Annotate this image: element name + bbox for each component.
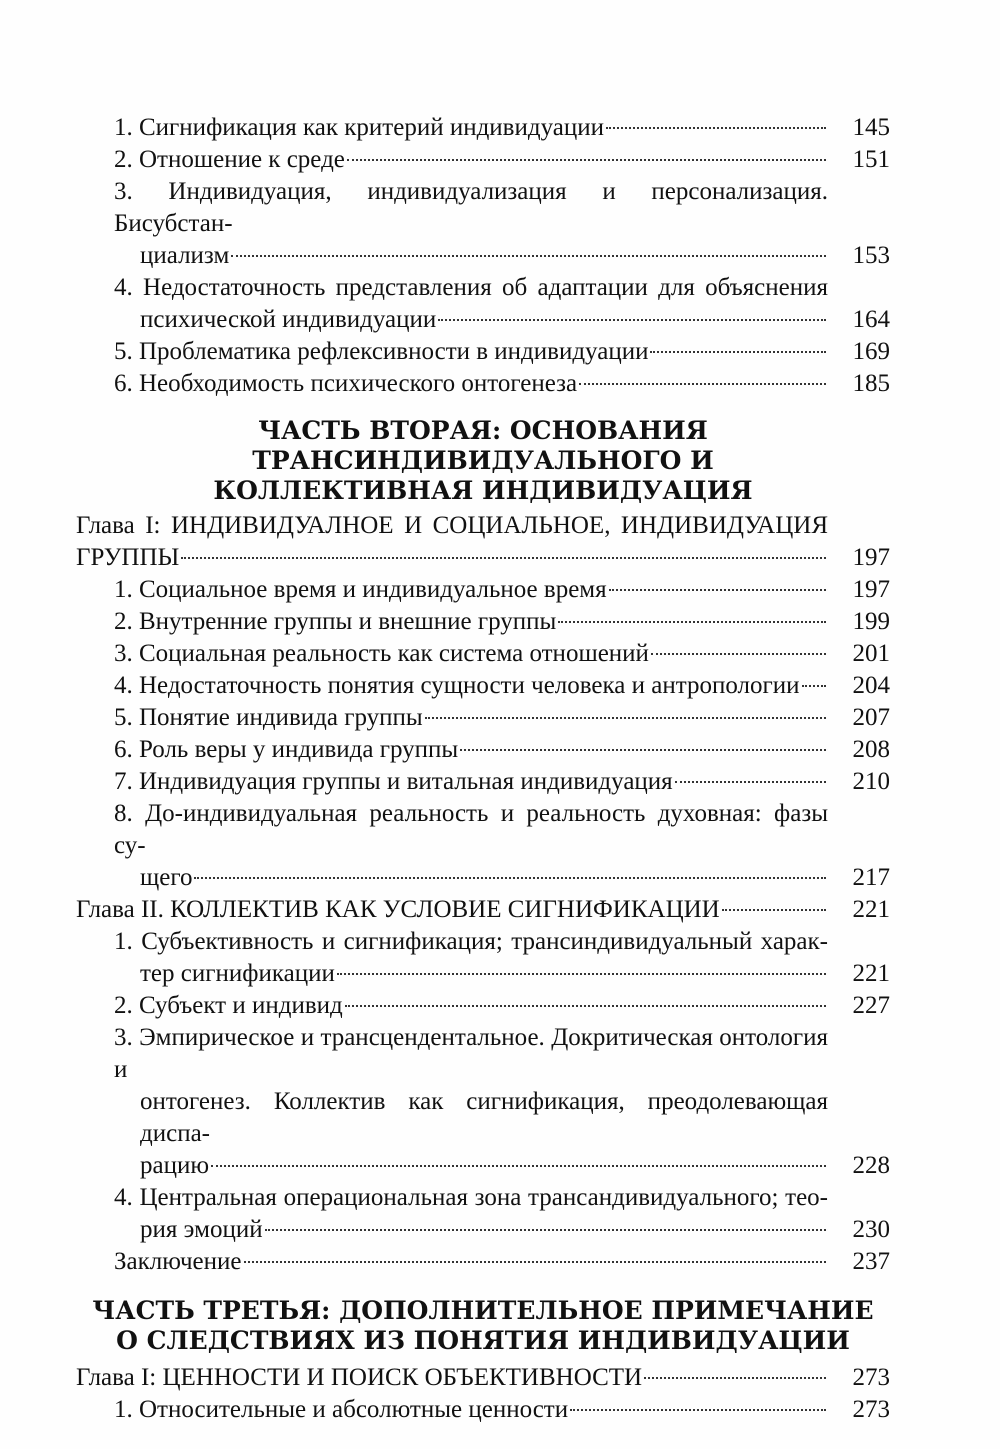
page-number: 153 <box>852 242 890 269</box>
part-title-line: ЧАСТЬ ТРЕТЬЯ: ДОПОЛНИТЕЛЬНОЕ ПРИМЕЧАНИЕ <box>92 1296 874 1325</box>
entry-title: ГРУППЫ <box>76 544 180 571</box>
toc-entry <box>76 272 890 336</box>
entry-title: Глава II. КОЛЛЕКТИВ КАК УСЛОВИЕ СИГНИФИКАЦИИ <box>76 896 720 923</box>
toc-entry <box>76 766 890 798</box>
page-number: 208 <box>852 736 890 763</box>
entry-title: 4. Недостаточность понятия сущности человека и антропологии <box>114 672 800 699</box>
part-three-title <box>76 1296 890 1356</box>
spacer <box>76 400 890 416</box>
entry-title: 2. Субъект и индивид <box>114 992 343 1019</box>
page-number: 164 <box>852 306 890 333</box>
entry-leader-row <box>114 606 828 638</box>
dot-leader <box>802 685 827 687</box>
toc-entry <box>76 1182 890 1246</box>
entry-title: тер сигнификации <box>140 960 335 987</box>
part-title-line: ЧАСТЬ ВТОРАЯ: ОСНОВАНИЯ ТРАНСИНДИВИДУАЛЬНОГО И <box>252 416 714 475</box>
entry-title: циализм <box>140 242 230 269</box>
page-number: 273 <box>852 1364 890 1391</box>
entry-leader-row <box>114 702 828 734</box>
entry-text-line: онтогенез. Коллектив как сигнификация, преодолевающая диспа- <box>140 1088 828 1147</box>
dot-leader <box>651 653 826 655</box>
entry-leader-row <box>114 1150 828 1182</box>
entry-leader-row <box>114 574 828 606</box>
dot-leader <box>644 1377 826 1379</box>
dot-leader <box>650 351 826 353</box>
entry-title: 2. Внутренние группы и внешние группы <box>114 608 557 635</box>
entry-title: 6. Роль веры у индивида группы <box>114 736 459 763</box>
dot-leader <box>211 1165 826 1167</box>
page-number: 145 <box>852 114 890 141</box>
toc-entry <box>76 734 890 766</box>
entry-title: 5. Проблематика рефлексивности в индивидуации <box>114 338 649 365</box>
dot-leader <box>347 159 826 161</box>
page-number: 197 <box>852 544 890 571</box>
entry-text-line: 4. Недостаточность представления об адаптации для объяснения <box>114 274 828 301</box>
page-number: 227 <box>852 992 890 1019</box>
dot-leader <box>231 255 826 257</box>
dot-leader <box>570 1409 826 1411</box>
page-number: 169 <box>852 338 890 365</box>
entry-title: 1. Сигнификация как критерий индивидуации <box>114 114 604 141</box>
entry-leader-row <box>114 670 828 702</box>
chapter-entry <box>76 510 890 574</box>
toc-entry <box>76 990 890 1022</box>
entry-leader-row <box>114 368 828 400</box>
dot-leader <box>460 749 826 751</box>
entry-leader-row <box>114 240 828 272</box>
entry-leader-row <box>114 1246 828 1278</box>
part-two-title <box>76 416 890 506</box>
toc-entry <box>76 1394 890 1426</box>
spacer <box>76 1278 890 1296</box>
entry-title: 1. Относительные и абсолютные ценности <box>114 1396 569 1423</box>
toc-entry <box>76 1022 890 1182</box>
part-title-line: КОЛЛЕКТИВНАЯ ИНДИВИДУАЦИЯ <box>213 476 753 505</box>
page-number: 217 <box>852 864 890 891</box>
entry-leader-row <box>114 1214 828 1246</box>
toc-entry <box>76 926 890 990</box>
entry-leader-row <box>114 958 828 990</box>
entry-title: 2. Отношение к среде <box>114 146 345 173</box>
entry-title: Заключение <box>114 1248 242 1275</box>
entry-title: психической индивидуации <box>140 306 437 333</box>
dot-leader <box>579 383 826 385</box>
toc-entry <box>76 336 890 368</box>
entry-title: 1. Социальное время и индивидуальное время <box>114 576 607 603</box>
entry-text-line: 3. Эмпирическое и трансцендентальное. Докритическая онтология и <box>114 1024 828 1083</box>
page-number: 221 <box>852 960 890 987</box>
dot-leader <box>722 909 826 911</box>
entry-leader-row <box>76 542 828 574</box>
page-number: 228 <box>852 1152 890 1179</box>
dot-leader <box>337 973 826 975</box>
page-number: 207 <box>852 704 890 731</box>
toc-entry <box>76 112 890 144</box>
toc-entry <box>76 368 890 400</box>
dot-leader <box>438 319 826 321</box>
page-number: 237 <box>852 1248 890 1275</box>
entry-leader-row <box>114 112 828 144</box>
entry-leader-row <box>76 894 828 926</box>
entry-text-line: Глава I: ИНДИВИДУАЛНОЕ И СОЦИАЛЬНОЕ, ИНДИВИДУАЦИЯ <box>76 512 828 539</box>
entry-title: Глава I: ЦЕННОСТИ И ПОИСК ОБЪЕКТИВНОСТИ <box>76 1364 643 1391</box>
dot-leader <box>244 1261 827 1263</box>
page-number: 221 <box>852 896 890 923</box>
toc-entry <box>76 638 890 670</box>
entry-leader-row <box>114 144 828 176</box>
dot-leader <box>606 127 826 129</box>
entry-title: 3. Социальная реальность как система отношений <box>114 640 649 667</box>
page-number: 185 <box>852 370 890 397</box>
page-number: 230 <box>852 1216 890 1243</box>
entry-leader-row <box>76 1362 828 1394</box>
part-title-line: О СЛЕДСТВИЯХ ИЗ ПОНЯТИЯ ИНДИВИДУАЦИИ <box>116 1326 850 1355</box>
dot-leader <box>675 781 826 783</box>
dot-leader <box>194 877 826 879</box>
entry-leader-row <box>114 304 828 336</box>
table-of-contents <box>76 112 890 1426</box>
page-number: 197 <box>852 576 890 603</box>
entry-leader-row <box>114 336 828 368</box>
toc-entry <box>76 670 890 702</box>
dot-leader <box>181 557 826 559</box>
entry-leader-row <box>114 1394 828 1426</box>
entry-leader-row <box>114 990 828 1022</box>
entry-leader-row <box>114 766 828 798</box>
chapter-entry <box>76 894 890 926</box>
toc-entry <box>76 702 890 734</box>
dot-leader <box>265 1229 826 1231</box>
dot-leader <box>425 717 826 719</box>
page-number: 204 <box>852 672 890 699</box>
entry-title: рацию <box>140 1152 210 1179</box>
dot-leader <box>345 1005 826 1007</box>
dot-leader <box>558 621 826 623</box>
page-number: 201 <box>852 640 890 667</box>
entry-leader-row <box>114 638 828 670</box>
entry-title: 5. Понятие индивида группы <box>114 704 423 731</box>
entry-leader-row <box>114 734 828 766</box>
toc-entry <box>76 574 890 606</box>
entry-title: щего <box>140 864 193 891</box>
conclusion-entry <box>76 1246 890 1278</box>
entry-text-line: 1. Субъективность и сигнификация; трансиндивидуальный харак- <box>114 928 828 955</box>
dot-leader <box>609 589 826 591</box>
entry-title: 7. Индивидуация группы и витальная индивидуация <box>114 768 673 795</box>
toc-entry <box>76 606 890 638</box>
toc-entry <box>76 176 890 272</box>
page-number: 199 <box>852 608 890 635</box>
entry-text-line: 4. Центральная операциональная зона трансандивидуального; тео- <box>114 1184 828 1211</box>
page-number: 210 <box>852 768 890 795</box>
entry-title: рия эмоций <box>140 1216 263 1243</box>
entry-title: 6. Необходимость психического онтогенеза <box>114 370 578 397</box>
page-number: 273 <box>852 1396 890 1423</box>
page-number: 151 <box>852 146 890 173</box>
entry-leader-row <box>114 862 828 894</box>
toc-entry <box>76 798 890 894</box>
chapter-entry <box>76 1362 890 1394</box>
entry-text-line: 8. До-индивидуальная реальность и реальность духовная: фазы су- <box>114 800 828 859</box>
entry-text-line: 3. Индивидуация, индивидуализация и персонализация. Бисубстан- <box>114 178 828 237</box>
toc-entry <box>76 144 890 176</box>
